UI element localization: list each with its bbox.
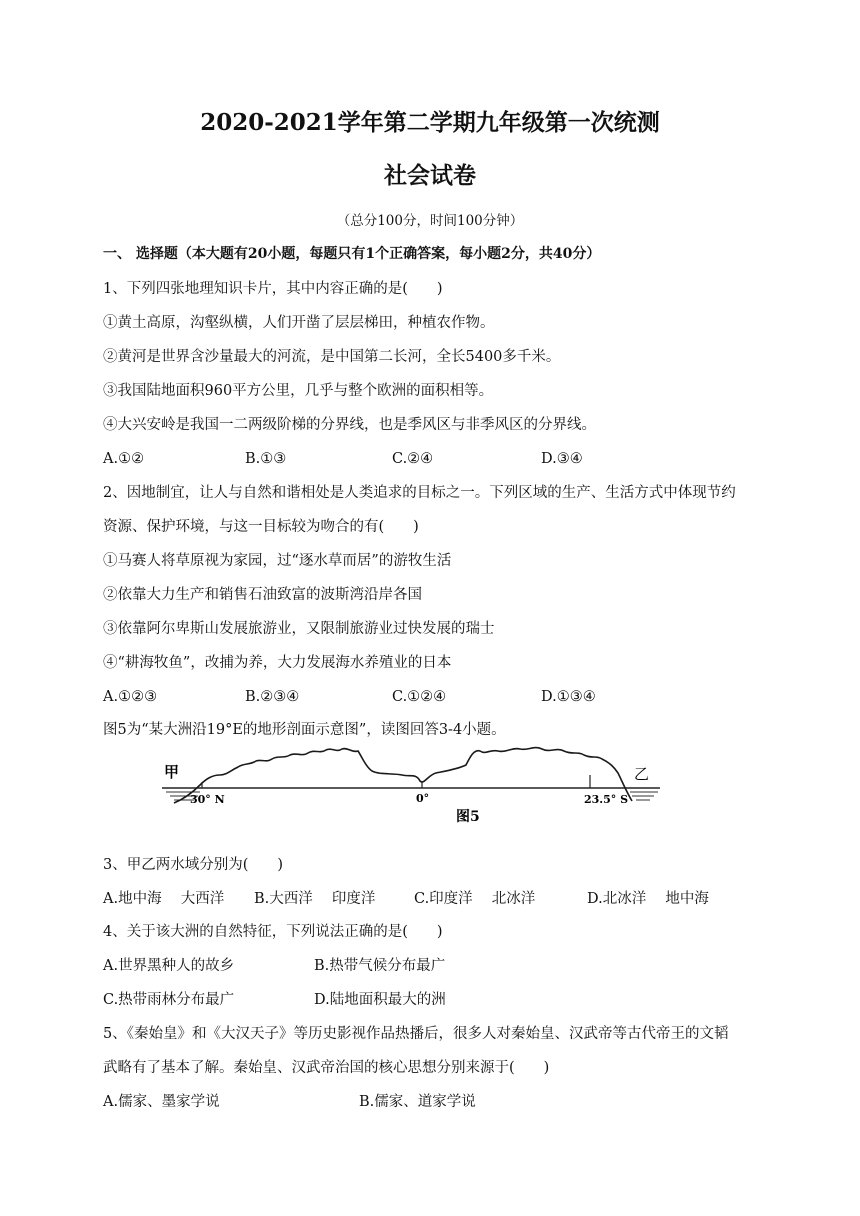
lat-23-5s: 23.5° S [584, 793, 629, 806]
q2-stem-line1: 2、因地制宜，让人与自然和谐相处是人类追求的目标之一。下列区域的生产、生活方式中体现节约 [103, 485, 736, 501]
q2-option-b: B.②③④ [245, 689, 300, 705]
q3-option-b: B.大西洋 印度洋 [254, 891, 376, 907]
q5-option-a: A.儒家、墨家学说 [103, 1094, 220, 1110]
q2-item-1: ①马赛人将草原视为家园，过“逐水草而居”的游牧生活 [103, 553, 452, 569]
q4-stem: 4、关于该大洲的自然特征，下列说法正确的是( ) [103, 924, 443, 940]
q1-item-2: ②黄河是世界含沙量最大的河流，是中国第二长河，全长5400多千米。 [103, 349, 561, 365]
q4-option-a: A.世界黑种人的故乡 [103, 958, 235, 974]
q2-item-4: ④“耕海牧鱼”，改捕为养，大力发展海水养殖业的日本 [103, 655, 452, 671]
q1-option-c: C.②④ [392, 451, 434, 467]
q1-item-4: ④大兴安岭是我国一二两级阶梯的分界线，也是季风区与非季风区的分界线。 [103, 417, 596, 433]
q1-option-d: D.③④ [541, 451, 583, 467]
q5-stem-line2: 武略有了基本了解。秦始皇、汉武帝治国的核心思想分别来源于( ) [103, 1060, 550, 1076]
q2-stem-line2: 资源、保护环境，与这一目标较为吻合的有( ) [103, 519, 419, 535]
section-heading: 一、 选择题（本大题有20小题，每题只有1个正确答案，每小题2分，共40分） [103, 246, 601, 262]
exam-subtitle: 社会试卷 [384, 162, 476, 189]
q4-option-c: C.热带雨林分布最广 [103, 992, 235, 1008]
q1-stem: 1、下列四张地理知识卡片，其中内容正确的是( ) [103, 281, 443, 297]
lat-0: 0° [416, 792, 430, 805]
label-yi: 乙 [634, 765, 650, 783]
q1-item-3: ③我国陆地面积960平方公里，几乎与整个欧洲的面积相等。 [103, 383, 494, 399]
label-jia: 甲 [164, 763, 180, 781]
q2-item-2: ②依靠大力生产和销售石油致富的波斯湾沿岸各国 [103, 587, 422, 603]
exam-note: （总分100分，时间100分钟） [336, 213, 524, 229]
q3-stem: 3、甲乙两水域分别为( ) [103, 857, 284, 873]
q3-option-a: A.地中海 大西洋 [103, 891, 225, 907]
q4-option-d: D.陆地面积最大的洲 [314, 992, 446, 1008]
lat-30n: 30° N [190, 793, 225, 806]
exam-title: 2020-2021学年第二学期九年级第一次统测 [200, 109, 660, 136]
q2-item-3: ③依靠阿尔卑斯山发展旅游业，又限制旅游业过快发展的瑞士 [103, 621, 495, 637]
q1-item-1: ①黄土高原，沟壑纵横，人们开凿了层层梯田，种植农作物。 [103, 315, 495, 331]
q2-option-c: C.①②④ [392, 689, 447, 705]
q2-option-a: A.①②③ [103, 689, 158, 705]
terrain-profile-figure [160, 745, 666, 827]
q3-option-c: C.印度洋 北冰洋 [414, 891, 536, 907]
q1-option-a: A.①② [103, 451, 145, 467]
figure-intro: 图5为“某大洲沿19°E的地形剖面示意图”，读图回答3-4小题。 [103, 722, 506, 738]
q3-option-d: D.北冰洋 地中海 [587, 891, 709, 907]
terrain-profile-line [174, 748, 632, 803]
figure-caption: 图5 [456, 809, 480, 825]
q4-option-b: B.热带气候分布最广 [314, 958, 446, 974]
q5-stem-line1: 5、《秦始皇》和《大汉天子》等历史影视作品热播后，很多人对秦始皇、汉武帝等古代帝王的文韬 [103, 1026, 729, 1042]
q1-option-b: B.①③ [245, 451, 287, 467]
q2-option-d: D.①③④ [541, 689, 596, 705]
q5-option-b: B.儒家、道家学说 [359, 1094, 476, 1110]
